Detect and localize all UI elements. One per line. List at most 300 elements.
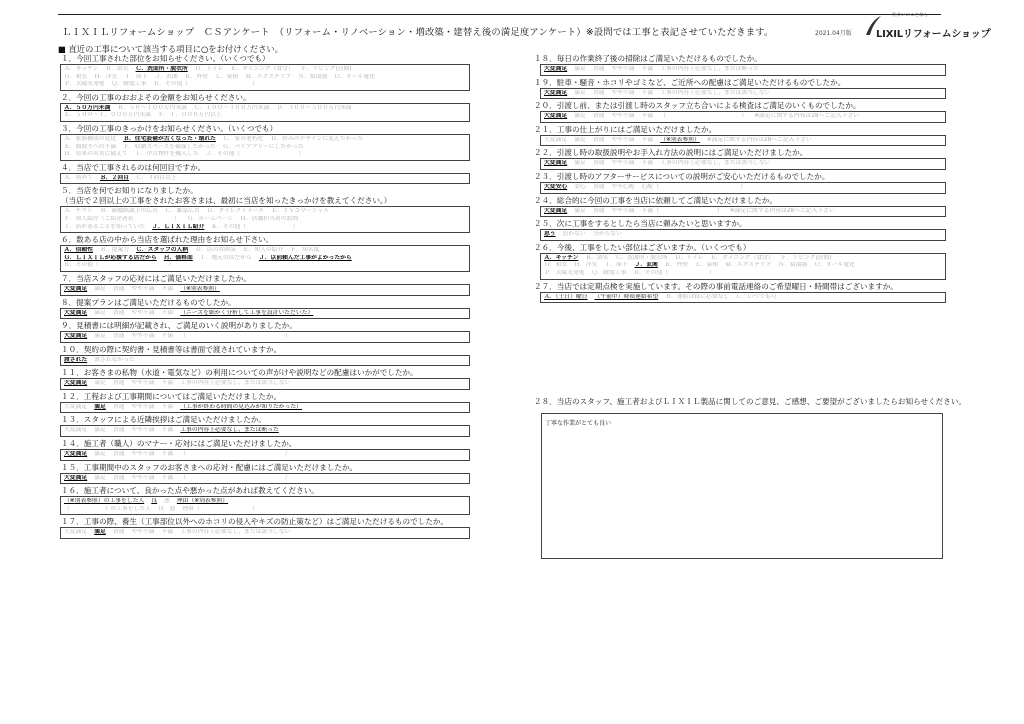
answer-choice[interactable]: 普通 [112, 285, 125, 292]
answer-choice[interactable]: Ｇ．和室 [64, 73, 88, 80]
left-column [58, 54, 478, 541]
answer-line [64, 81, 469, 89]
answer-choice[interactable]: 満足 [574, 160, 586, 167]
instruction-text: ■ 直近の工事について該当する項目に○をお付けください。 [58, 44, 283, 54]
answer-choice[interactable]: Ｂ．提案力 [100, 247, 129, 254]
answer-choice[interactable]: Ｏ．オール電化 [814, 262, 855, 269]
answer-choice-selected[interactable]: （※別表参照） [180, 285, 220, 292]
answer-choice-selected[interactable]: （※別表参照） [660, 136, 700, 143]
answer-line [64, 66, 469, 74]
question [58, 439, 478, 463]
answer-box [60, 206, 470, 233]
answer-choice[interactable]: 普通 [592, 183, 605, 190]
answer-choice[interactable]: Ａ．チラシ [64, 208, 93, 215]
logo-tagline: 住まいのことなら [892, 13, 928, 18]
version-date: 2021.04月版 [815, 30, 852, 37]
answer-choice[interactable]: Ｅ．ＴＶコマーシャル [271, 208, 330, 215]
answer-choice[interactable]: Ｅ．知人の紹介 [242, 247, 284, 254]
answer-choice-selected[interactable]: 大変満足 [64, 474, 88, 481]
answer-choice[interactable]: 不満 [161, 403, 174, 410]
answer-choice[interactable]: 普通 [592, 136, 605, 143]
answer-choice[interactable]: 不満 [641, 113, 654, 120]
question [58, 345, 478, 369]
answer-choice[interactable]: Ａ．初めて [64, 174, 93, 181]
answer-choice[interactable]: Ｅ．ダイニング（食堂） [230, 66, 294, 72]
question-title: １．今回工事された部位をお知らせください。（いくつでも） [61, 54, 270, 63]
answer-choice[interactable]: 不満 [161, 333, 174, 340]
question [58, 392, 478, 416]
answer-choice[interactable]: 不満（ ） [641, 207, 723, 214]
answer-choice[interactable]: Ｑ．耐震工事 [111, 81, 147, 88]
answer-choice-selected[interactable]: Ｇ．ＬＩＸＩＬが応援する店だから [64, 254, 157, 261]
answer-choice[interactable]: 安心 [574, 183, 586, 190]
answer-choice[interactable]: Ｇ．ホームページ [186, 215, 234, 222]
answer-choice[interactable]: Ｍ．エクステリア [725, 262, 772, 269]
answer-choice[interactable]: Ｂ．５０～１００万円未満 [117, 104, 187, 111]
answer-line [64, 498, 469, 506]
answer-box [540, 253, 946, 280]
answer-line [64, 151, 469, 159]
answer-choice[interactable]: ※満足に関する内容は28へご記入下さい [706, 136, 812, 143]
answer-choice[interactable]: 不満 [641, 66, 654, 72]
answer-choice[interactable]: 満足 [94, 451, 106, 458]
answer-box [60, 245, 470, 272]
answer-choice[interactable]: Ｅ．５００～１，０００万円未満 [64, 112, 151, 119]
answer-choice[interactable]: やや不満 [611, 160, 635, 167]
answer-box [60, 402, 470, 414]
answer-choice-selected[interactable]: 大変安心 [544, 183, 568, 190]
free-comment-box[interactable] [541, 413, 943, 559]
answer-choice[interactable]: やや不満 [611, 89, 635, 96]
answer-choice[interactable]: 工事の内容上必要なし、または断った [660, 66, 759, 72]
question [58, 486, 478, 517]
answer-choice[interactable]: 満足 [94, 309, 106, 316]
answer-choice[interactable]: 悪 [164, 498, 170, 505]
answer-choice[interactable]: 大変満足 [64, 427, 88, 434]
question [532, 148, 952, 172]
answer-choice[interactable]: 普通 [112, 474, 125, 481]
answer-choice[interactable]: 工事の内容上必要なし、または該当しない [180, 529, 291, 536]
answer-choice[interactable]: 満足 [94, 380, 106, 387]
answer-choice-selected[interactable]: （午前中）時頃連絡希望 [594, 293, 659, 300]
answer-choice[interactable]: 満足 [574, 89, 586, 96]
answer-box [540, 182, 946, 194]
answer-choice[interactable]: 普通 [112, 309, 125, 316]
answer-box [60, 331, 470, 343]
answer-choice[interactable]: Ｎ．給湯器 [778, 262, 808, 269]
answer-box [540, 64, 946, 76]
answer-choice[interactable]: Ｈ．洋室 [574, 262, 598, 269]
answer-line [544, 255, 945, 263]
question-title: ２７．当店では定期点検を実施しています。その際の事前電話連絡のご希望曜日・時間帯はございますか。 [534, 281, 898, 291]
answer-choice[interactable]: Ｐ．太陽光発電 [544, 269, 585, 276]
answer-choice[interactable]: Ｃ．１００～３００万円未満 [193, 104, 270, 111]
answer-line [64, 216, 469, 224]
answer-choice[interactable]: Ｎ．給湯器 [298, 73, 328, 80]
answer-choice[interactable]: 普通 [112, 427, 125, 434]
answer-choice[interactable]: Ｄ．ダイレクトメール [206, 208, 265, 215]
answer-choice[interactable]: Ｂ．新聞紙面上の広告 [100, 208, 158, 215]
answer-choice-selected[interactable]: 大変満足 [64, 285, 88, 292]
answer-choice-selected[interactable]: Ａ．信頼性 [64, 247, 93, 254]
answer-choice[interactable]: 思わない [562, 231, 586, 238]
answer-choice[interactable]: 不満 [161, 285, 174, 292]
answer-choice[interactable]: Ｂ．浴室 [585, 254, 609, 261]
answer-line [64, 144, 469, 152]
answer-line [544, 231, 945, 239]
answer-choice[interactable]: Ｅ．ダイニング（食堂） [710, 254, 774, 261]
answer-box [60, 378, 470, 390]
answer-choice[interactable]: やや不満 [131, 529, 155, 536]
answer-box [540, 292, 946, 304]
answer-choice-selected[interactable]: 大変満足 [544, 113, 568, 120]
answer-choice[interactable]: 工事の内容上必要なし、または該当しない [660, 160, 771, 167]
answer-choice-selected[interactable]: Ｃ．洗面所・脱衣所 [135, 66, 188, 72]
question [532, 243, 952, 282]
logo-text: LIXILリフォームショップ [876, 29, 991, 40]
answer-line [544, 208, 945, 216]
answer-choice[interactable]: Ｃ．家の老朽化 [222, 135, 264, 142]
answer-choice[interactable]: Ｄ．好みのデザインに変えたかった [270, 135, 363, 142]
answer-choice[interactable]: 不満 [161, 529, 174, 536]
answer-choice[interactable]: 普通 [112, 451, 125, 458]
answer-choice[interactable]: 満足 [94, 285, 106, 292]
question-title: ４．当店で工事されるのは何回目ですか。 [61, 162, 206, 172]
answer-choice[interactable]: 不満 [161, 474, 174, 481]
answer-choice[interactable]: 普通 [592, 160, 605, 167]
answer-choice-selected[interactable]: 大変満足 [544, 89, 568, 96]
answer-line [64, 310, 469, 318]
answer-choice[interactable]: Ａ．家族構成の変化 [64, 135, 117, 142]
answer-line [544, 90, 945, 98]
answer-box [60, 308, 470, 320]
answer-choice[interactable]: 普通 [112, 380, 125, 387]
answer-choice[interactable]: やや不満 [131, 309, 155, 316]
answer-choice[interactable]: やや心配 [611, 183, 635, 190]
answer-box [540, 135, 946, 147]
answer-choice-selected[interactable]: 大変満足 [64, 333, 88, 340]
question-title: １７．工事の際、養生（工事部位以外へのホコリの侵入やキズの防止策など）はご満足いただけるものでしたか。 [61, 517, 449, 527]
answer-choice[interactable]: 大変満足 [64, 529, 88, 536]
answer-choice[interactable]: Ｋ．外壁 [184, 73, 209, 80]
answer-choice[interactable]: 工事の内容上必要なし、または該当しない [660, 89, 771, 96]
question [532, 196, 952, 220]
answer-line [64, 529, 469, 537]
answer-choice[interactable]: 普通 [592, 207, 605, 214]
answer-choice-selected[interactable]: Ｊ．玄関 [634, 262, 658, 269]
answer-choice[interactable]: Ｄ．トイレ [674, 254, 704, 261]
question [58, 235, 478, 274]
answer-choice[interactable]: 満足 [94, 333, 106, 340]
answer-choice[interactable]: やや不満 [131, 474, 155, 481]
answer-choice[interactable]: （ ） [180, 474, 291, 481]
answer-choice-selected[interactable]: 大変満足 [64, 380, 88, 387]
answer-choice[interactable]: やや不満 [131, 380, 155, 387]
answer-line [64, 380, 469, 388]
answer-choice[interactable]: Ｈ．洋室 [94, 73, 118, 80]
question [58, 415, 478, 439]
answer-choice-selected[interactable]: 満足 [94, 403, 106, 410]
answer-choice[interactable]: 満足 [574, 66, 586, 72]
answer-choice[interactable]: Ｆ．リビング(居間) [780, 254, 832, 261]
answer-choice-selected[interactable]: 理由（※別表参照） [176, 498, 229, 505]
question [58, 274, 478, 298]
answer-choice[interactable]: 普通 [592, 66, 605, 72]
answer-choice[interactable]: Ｆ．知人紹介（ご紹介者名 ） [64, 215, 180, 222]
answer-choice-selected[interactable]: 良 [151, 498, 158, 505]
answer-choice[interactable]: （ ）の工事をした人 [64, 505, 151, 512]
answer-choice[interactable]: （ ） [180, 333, 291, 340]
answer-choice[interactable]: Ｄ．店の雰囲気 [195, 247, 236, 254]
answer-choice[interactable]: やや不満 [131, 285, 155, 292]
answer-line [544, 184, 945, 192]
question-title: ２２．引渡し時の取扱説明やお手入れ方法の説明にはご満足いただけましたか。 [534, 148, 808, 158]
question [532, 78, 952, 102]
answer-line [544, 113, 945, 121]
answer-choice[interactable]: 不満 [641, 160, 654, 167]
answer-choice[interactable]: Ｃ．洗面所・脱衣所 [615, 254, 668, 261]
answer-choice[interactable]: Ｂ．浴室 [105, 66, 129, 72]
answer-choice[interactable]: Ｂ．連絡は特に必要なし [665, 293, 730, 300]
answer-choice[interactable]: Ｉ．地元の店だから [199, 254, 252, 261]
answer-choice[interactable]: Ｄ．３００～５００万円未満 [276, 104, 352, 111]
answer-line [64, 286, 469, 294]
answer-choice[interactable]: Ｋ．その他（ ） [64, 262, 175, 269]
answer-choice[interactable]: 渡されなかった [94, 356, 135, 363]
answer-choice-selected[interactable]: Ｊ．以前頼んだ工事がよかったから [258, 254, 352, 261]
answer-choice[interactable]: 普通 [592, 89, 605, 96]
question-title: １８．毎日の作業終了後の掃除はご満足いただけるものでしたか。 [534, 54, 762, 63]
answer-choice[interactable]: 理由（ ） [182, 505, 258, 512]
answer-box [60, 473, 470, 485]
answer-choice-selected[interactable]: 大変満足 [544, 160, 568, 167]
answer-box [60, 103, 470, 122]
answer-choice-selected[interactable]: 大変満足 [544, 66, 568, 72]
answer-choice-selected[interactable]: Ｈ．価格面 [163, 254, 193, 261]
answer-choice-selected[interactable]: Ｂ．住宅設備が古くなった・壊れた [123, 135, 216, 142]
answer-box [540, 229, 946, 241]
answer-choice[interactable]: やや不満 [131, 451, 155, 458]
answer-choice[interactable]: Ｉ．店があることを知っていた [64, 223, 146, 230]
answer-box [60, 355, 470, 367]
answer-choice[interactable]: 満足 [94, 474, 106, 481]
answer-choice[interactable]: Ｒ．その他（ ） [633, 269, 715, 276]
answer-choice[interactable]: Ｃ．３回目以上 [136, 174, 177, 181]
question-title: １５．工事期間中のスタッフのお客さまへの応対・配慮にはご満足いただけましたか。 [61, 462, 358, 472]
question [58, 93, 478, 124]
answer-choice-selected[interactable]: Ｂ．２回目 [100, 174, 129, 181]
answer-choice[interactable]: やや不満 [131, 403, 155, 410]
answer-choice[interactable]: Ｅ．間取りへの不満 [64, 143, 117, 150]
answer-box [540, 111, 946, 123]
answer-choice[interactable]: （ ） [180, 451, 291, 458]
question-title: ２６．今後、工事をしたい部位はございますか。（いくつでも） [534, 242, 751, 252]
question-title: １３．スタッフによる近隣挨拶はご満足いただけましたか。 [61, 415, 267, 425]
answer-choice-selected[interactable]: （工事が終わる時間の見込みが知りたかった） [180, 403, 302, 410]
answer-box [60, 425, 470, 437]
question [532, 101, 952, 125]
question-title: ２４．総合的に今回の工事を当店に依頼してご満足いただけましたか。 [534, 195, 777, 205]
answer-box [540, 88, 946, 100]
answer-box [540, 158, 946, 170]
answer-choice[interactable]: Ｒ．その他（ ） [153, 81, 258, 88]
answer-line [64, 136, 469, 144]
lixil-logo [862, 10, 991, 42]
answer-line [64, 247, 469, 255]
answer-choice[interactable]: Ｆ．リビング(居間) [300, 66, 352, 72]
answer-line [544, 66, 945, 74]
question-title: １６．施工者について、良かった点や悪かった点があれば教えてください。 [61, 486, 319, 496]
answer-choice-selected[interactable]: Ａ．（土日）曜日 [544, 293, 588, 300]
page-title: ＬＩＸＩＬリフォームショップ ＣＳアンケート （リフォーム・リノベーション・増改築・建替え後の満足度アンケート）※設問では工事と表記させていただきます。 [62, 27, 774, 38]
answer-choice[interactable]: Ｍ．エクステリア [245, 73, 292, 80]
question-title: ２．今回の工事のおおよその金額をお知らせください。 [61, 92, 251, 102]
answer-line [64, 475, 469, 483]
answer-line [64, 224, 469, 232]
answer-line [64, 112, 469, 120]
question-title: ８．提案プランはご満足いただけるものでしたか。 [61, 297, 236, 307]
answer-choice[interactable]: ※満足に関する内容は28へご記入下さい [729, 207, 835, 214]
answer-line [544, 160, 945, 168]
question [58, 186, 478, 235]
answer-choice[interactable]: Ｋ．その他（ ） [211, 223, 299, 230]
answer-choice[interactable]: Ｌ．屋根 [215, 73, 239, 80]
question [58, 124, 478, 163]
answer-choice-selected[interactable]: 渡された [64, 356, 88, 363]
answer-choice[interactable]: 工事の内容上必要なし、または該当しない [180, 380, 291, 387]
answer-line [64, 74, 469, 82]
question-title: ５．当店を何でお知りになりましたか。 [61, 186, 198, 196]
answer-choice[interactable]: やや不満 [611, 113, 635, 120]
answer-choice[interactable]: 分からない [592, 231, 622, 238]
answer-choice[interactable]: 普通 [112, 529, 125, 536]
answer-choice[interactable]: Ｐ．太陽光発電 [64, 81, 105, 88]
answer-choice[interactable]: Ｃ．いつでも可 [736, 293, 777, 300]
answer-choice[interactable]: 満足 [94, 427, 106, 434]
question-title: １１．お客さまの私物（水道・電気など）の利用についての声がけや説明などの配慮はいかがでしたか。 [61, 368, 418, 378]
question-title: １０．契約の際に契約書・見積書等は書面で渡されていますか。 [61, 344, 282, 354]
answer-choice-selected[interactable]: Ｃ．スタッフの人柄 [136, 247, 189, 254]
question-title: １２．工程および工事期間についてはご満足いただけましたか。 [61, 391, 282, 401]
answer-choice[interactable]: Ｏ．オール電化 [334, 73, 375, 80]
answer-choice[interactable]: Ｄ．トイレ [194, 66, 224, 72]
answer-line [64, 333, 469, 341]
answer-choice[interactable]: Ｉ．中古物件を購入した [134, 151, 199, 158]
answer-choice[interactable]: Ｈ．店舗担当者の訪問 [240, 215, 299, 222]
answer-choice[interactable]: Ｆ．収納スペースを確保したかった [123, 143, 216, 150]
answer-choice[interactable]: 大変満足 [544, 136, 568, 143]
answer-box [60, 64, 470, 91]
answer-choice[interactable]: Ｊ．その他（ ） [205, 151, 305, 158]
answer-choice-selected[interactable]: 満足 [94, 529, 106, 536]
answer-choice[interactable]: Ｋ．外壁 [664, 262, 689, 269]
answer-choice-selected[interactable]: Ｊ．ＬＩＸＩＬ紹介 [152, 223, 205, 230]
answer-choice[interactable]: やや不満 [131, 333, 155, 340]
answer-line [64, 451, 469, 459]
answer-line [64, 255, 469, 263]
answer-choice[interactable]: Ｊ．玄関 [154, 73, 178, 80]
answer-choice[interactable]: やや不満 [131, 427, 155, 434]
answer-choice[interactable]: 大変満足 [64, 403, 88, 410]
answer-choice-selected[interactable]: 思う [544, 231, 556, 238]
answer-line [544, 137, 945, 145]
answer-choice-selected[interactable]: （※別表参照）の工事をした人 [64, 498, 145, 505]
answer-choice[interactable]: やや不満 [611, 66, 635, 72]
answer-choice[interactable]: Ｑ．耐震工事 [591, 269, 627, 276]
question-title: ２１．工事の仕上がりにはご満足いただけましたか。 [534, 124, 717, 134]
answer-choice[interactable]: 不満 [161, 309, 174, 316]
answer-choice[interactable]: やや不満 [611, 207, 635, 214]
answer-choice[interactable]: Ｃ．雑誌広告 [164, 208, 200, 215]
answer-choice[interactable]: 不満 [641, 89, 654, 96]
answer-choice[interactable]: 不満 [641, 136, 654, 143]
question [58, 54, 478, 93]
answer-line [544, 294, 945, 302]
answer-line [64, 105, 469, 113]
answer-choice[interactable]: 普通 [112, 333, 125, 340]
answer-choice-selected[interactable]: 大変満足 [64, 309, 88, 316]
question [58, 463, 478, 487]
answer-choice[interactable]: 不満 [161, 451, 174, 458]
question-28-title: ２８．当店のスタッフ、施工者およびＬＩＸＩＬ製品に関してのご意見、ご感想、ご要望がございましたらお知らせください。 [534, 397, 967, 406]
question-title: ３．今回の工事のきっかけをお知らせください。（いくつでも） [61, 123, 278, 133]
question-title: ２３．引渡し時のアフターサービスについての説明がご安心いただけるものでしたか。 [534, 171, 830, 181]
answer-box [60, 496, 470, 515]
question [58, 298, 478, 322]
answer-choice-selected[interactable]: （ニーズを細かく分析して工事を設計いただいた） [180, 309, 314, 316]
free-comment-text: 丁寧な作業がとても良い [545, 420, 612, 427]
answer-choice[interactable]: 満足 [574, 113, 586, 120]
answer-choice-selected[interactable]: 大変満足 [544, 207, 568, 214]
answer-line [544, 270, 945, 278]
answer-choice[interactable]: Ｆ．１，０００万円以上 [157, 112, 222, 119]
question [58, 368, 478, 392]
answer-choice[interactable]: 不満 [161, 380, 174, 387]
answer-choice[interactable]: （ ） [660, 113, 748, 120]
answer-choice[interactable]: 普通 [112, 403, 125, 410]
question-subtitle: （当店で２回以上の工事をされたお客さまは、最初に当店を知ったきっかけを教えてください。） [61, 196, 392, 206]
answer-choice-selected[interactable]: 大変満足 [64, 451, 88, 458]
answer-choice[interactable]: ※満足に関する内容は28へご記入下さい [754, 113, 860, 120]
answer-choice[interactable]: 心配（ ） [641, 183, 746, 190]
answer-choice[interactable]: Ａ．キッチン [64, 66, 99, 72]
answer-choice[interactable]: Ｆ．知名度 [290, 247, 320, 254]
question [58, 163, 478, 187]
answer-choice[interactable]: 不満 [161, 427, 174, 434]
answer-choice[interactable]: やや不満 [611, 136, 635, 143]
answer-choice[interactable]: 普通 [592, 113, 605, 120]
answer-choice[interactable]: 良 悪 [157, 505, 176, 512]
question [532, 219, 952, 243]
question [532, 54, 952, 78]
answer-choice[interactable]: Ｉ．床下 [124, 73, 148, 80]
answer-choice[interactable]: Ｈ．将来の災害に備えて [64, 151, 128, 158]
answer-line [64, 262, 469, 270]
question [532, 172, 952, 196]
question-title: ６．数ある店の中から当店を選ばれた理由をお知らせ下さい。 [61, 235, 274, 245]
question-title: ２５．次に工事をするとしたら当店に頼みたいと思いますか。 [534, 219, 747, 229]
question [58, 321, 478, 345]
answer-choice[interactable]: Ｇ．和室 [544, 262, 568, 269]
answer-choice[interactable]: 満足 [574, 207, 586, 214]
answer-choice-selected[interactable]: 工事の内容上必要なし、または断った [180, 427, 279, 434]
answer-choice-selected[interactable]: Ａ．キッチン [544, 254, 579, 261]
answer-choice-selected[interactable]: Ａ．５０万円未満 [64, 104, 111, 111]
answer-choice[interactable]: Ｌ．屋根 [695, 262, 719, 269]
answer-choice[interactable]: Ｇ．バリアフリーにしたかった [222, 143, 304, 150]
answer-choice[interactable]: Ｉ．床下 [604, 262, 628, 269]
answer-choice[interactable]: 満足 [574, 136, 586, 143]
